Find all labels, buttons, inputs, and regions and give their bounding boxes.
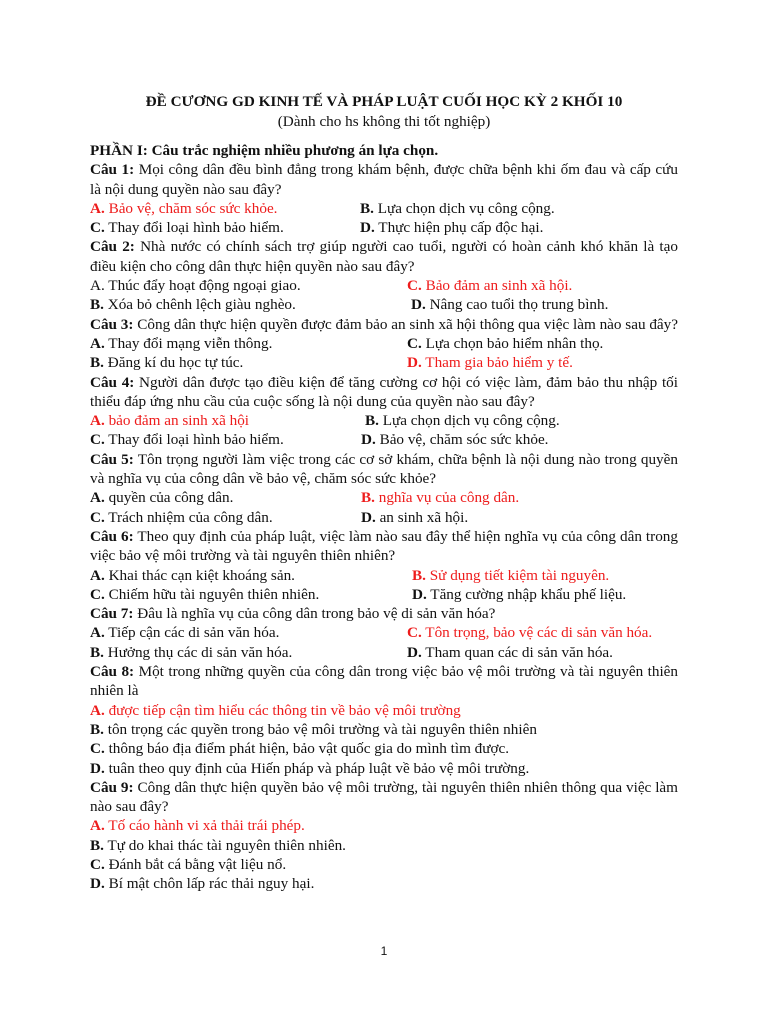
document-subtitle: (Dành cho hs không thi tốt nghiệp) [277, 113, 491, 130]
answer-option: A. Thay đổi mạng viễn thông. [90, 334, 273, 352]
answer-option: D. Bí mật chôn lấp rác thải nguy hại. [90, 875, 315, 893]
answer-option: D. an sinh xã hội. [361, 508, 469, 526]
answer-option: C. Đánh bắt cá bằng vật liệu nổ. [90, 855, 287, 873]
question-5 [90, 450, 678, 527]
question-text: Người dân được tạo điều kiện để tăng cường cơ hội có việc làm, đảm bảo thu nhập tối thiểu đáp ứng nhu cầu của cuộc sống là nội dung của quyền nào sau đây? [90, 373, 678, 410]
answer-option: C. Thay đổi loại hình bảo hiểm. [90, 219, 284, 237]
answer-option: B. Xóa bỏ chênh lệch giàu nghèo. [90, 296, 296, 314]
answer-option-correct: A. Bảo vệ, chăm sóc sức khỏe. [90, 199, 278, 217]
answer-option: D. Thực hiện phụ cấp độc hại. [360, 219, 544, 237]
answer-option-correct: A. bảo đảm an sinh xã hội [90, 412, 250, 430]
answer-option: C. Thay đổi loại hình bảo hiểm. [90, 431, 284, 449]
section-heading: PHẦN I: Câu trắc nghiệm nhiều phương án lựa chọn. [90, 142, 439, 159]
question-text: Mọi công dân đều bình đẳng trong khám bệnh, được chữa bệnh khi ốm đau và cấp cứu là nội dung quyền nào sau đây? [90, 161, 678, 198]
answer-option: C. Chiếm hữu tài nguyên thiên nhiên. [90, 585, 320, 603]
question-7 [90, 604, 678, 662]
answer-option-correct: D. Tham gia bảo hiểm y tế. [407, 354, 573, 372]
question-label: Câu 5: [90, 450, 134, 468]
answer-option: C. thông báo địa điểm phát hiện, bảo vật quốc gia do mình tìm được. [90, 740, 510, 758]
question-label: Câu 3: [90, 315, 134, 333]
question-1 [90, 160, 678, 237]
answer-option: B. Tự do khai thác tài nguyên thiên nhiên. [90, 836, 346, 854]
question-6 [90, 527, 678, 604]
answer-option: A. Khai thác cạn kiệt khoáng sản. [90, 566, 295, 584]
answer-option: A. Thúc đẩy hoạt động ngoại giao. [90, 277, 301, 295]
page-number: 1 [380, 944, 388, 958]
question-text: Một trong những quyền của công dân trong việc bảo vệ môi trường và tài nguyên thiên nhiên là [90, 663, 679, 700]
answer-option: D. tuân theo quy định của Hiến pháp và pháp luật về bảo vệ môi trường. [90, 759, 530, 777]
question-3 [90, 315, 678, 373]
answer-option-correct: B. nghĩa vụ của công dân. [361, 489, 520, 507]
answer-option: D. Tham quan các di sản văn hóa. [407, 643, 613, 661]
answer-option: B. Hưởng thụ các di sản văn hóa. [90, 643, 293, 661]
answer-option: B. Lựa chọn dịch vụ công cộng. [365, 412, 560, 430]
question-text: Đâu là nghĩa vụ của công dân trong bảo vệ di sản văn hóa? [133, 605, 496, 623]
answer-option: D. Bảo vệ, chăm sóc sức khỏe. [361, 431, 549, 449]
question-text: Theo quy định của pháp luật, việc làm nào sau đây thể hiện nghĩa vụ của công dân trong việc bảo vệ môi trường và tài nguyên thiên nhiên? [90, 527, 678, 565]
question-2 [90, 237, 678, 314]
question-label: Câu 9: [90, 778, 134, 796]
answer-option: B. tôn trọng các quyền trong bảo vệ môi trường và tài nguyên thiên nhiên [90, 720, 537, 738]
answer-option: C. Trách nhiệm của công dân. [90, 508, 273, 526]
question-label: Câu 4: [90, 373, 135, 391]
document-title: ĐỀ CƯƠNG GD KINH TẾ VÀ PHÁP LUẬT CUỐI HỌC KỲ 2 KHỐI 10 [145, 93, 623, 110]
question-4 [90, 373, 678, 450]
answer-option-correct: B. Sử dụng tiết kiệm tài nguyên. [412, 566, 610, 584]
answer-option-correct: A. được tiếp cận tìm hiểu các thông tin về bảo vệ môi trường [90, 701, 461, 719]
answer-option: B. Lựa chọn dịch vụ công cộng. [360, 199, 555, 217]
question-text: Công dân thực hiện quyền được đảm bảo an sinh xã hội thông qua việc làm nào sau đây? [133, 315, 679, 333]
answer-option: A. Tiếp cận các di sản văn hóa. [90, 624, 280, 642]
question-label: Câu 8: [90, 663, 135, 681]
answer-option-correct: C. Bảo đảm an sinh xã hội. [407, 277, 573, 295]
answer-option: D. Nâng cao tuổi thọ trung bình. [411, 296, 609, 314]
document-page [90, 92, 678, 894]
question-label: Câu 2: [90, 238, 135, 256]
question-8 [90, 662, 678, 778]
answer-option: C. Lựa chọn bảo hiểm nhân thọ. [407, 334, 604, 352]
answer-option: D. Tăng cường nhập khẩu phế liệu. [412, 585, 627, 603]
question-text: Tôn trọng người làm việc trong các cơ sở khám, chữa bệnh là nội dung nào trong quyền và nghĩa vụ của công dân về bảo vệ, chăm sóc sức khỏe? [90, 450, 678, 488]
question-label: Câu 1: [90, 161, 135, 179]
question-label: Câu 6: [90, 527, 134, 545]
question-text: Nhà nước có chính sách trợ giúp người cao tuổi, người có hoàn cảnh khó khăn là tạo điều kiện cho công dân thực hiện quyền nào sau đây? [90, 238, 678, 275]
question-9 [90, 778, 678, 894]
question-label: Câu 7: [90, 605, 134, 623]
question-text: Công dân thực hiện quyền bảo vệ môi trường, tài nguyên thiên nhiên thông qua việc làm nào sau đây? [90, 778, 678, 816]
answer-option: A. quyền của công dân. [90, 489, 234, 507]
answer-option-correct: C. Tôn trọng, bảo vệ các di sản văn hóa. [407, 624, 653, 642]
answer-option-correct: A. Tố cáo hành vi xả thải trái phép. [90, 817, 305, 835]
answer-option: B. Đăng kí du học tự túc. [90, 354, 244, 372]
